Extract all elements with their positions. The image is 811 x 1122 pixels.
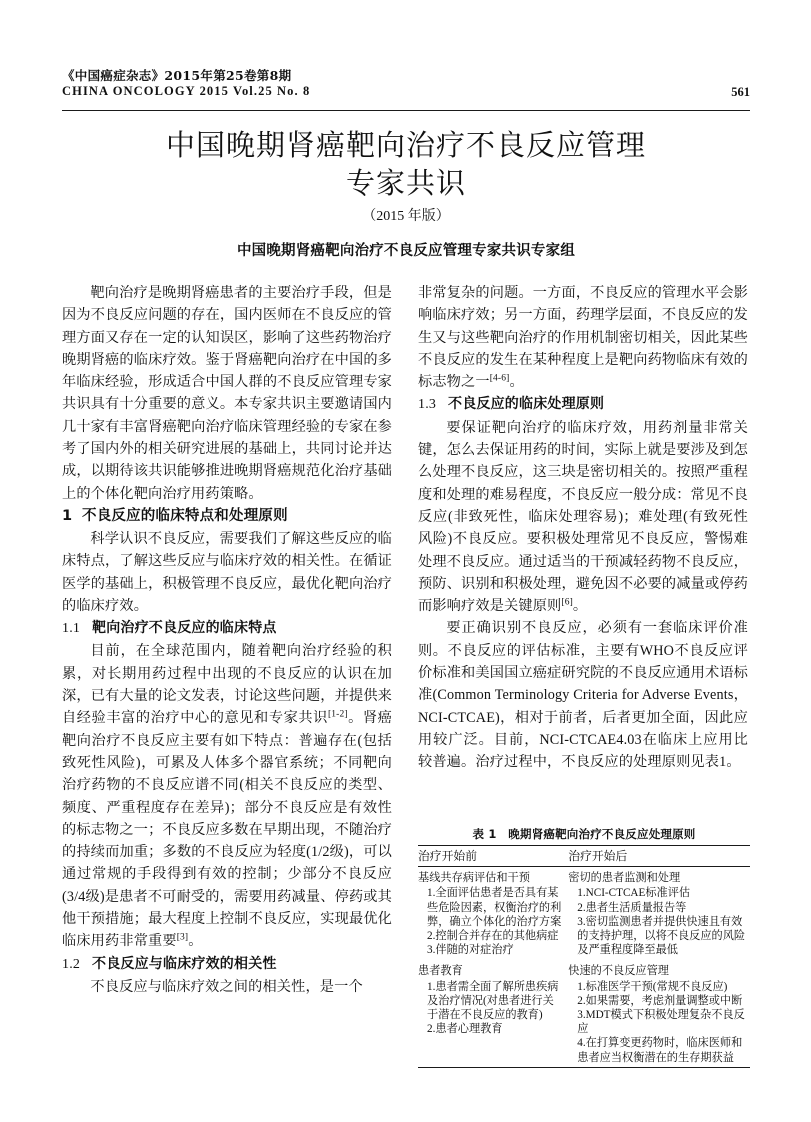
list-item: 1.标准医学干预(常规不良反应) <box>577 980 728 993</box>
list-item: 1.患者需全面了解所患疾病及治疗情况(对患者进行关于潜在不良反应的教育) <box>427 980 559 1022</box>
section-heading-1-2 <box>62 953 392 976</box>
section-1-1-text-b: 。肾癌靶向治疗不良反应主要有如下特点：普遍存在(包括致死性风险)，可累及人体多个器官系统；不同靶向治疗药物的不良反应谱不同(相关不良反应的类型、频度、严重程度存在差异)；部分不良反应是有效性的标志物之一；不良反应多数在早期出现，不随治疗的持续而加重；多数的不良反应为轻度(1/2级)，可以通过常规的手段得到有效的控制；少部分不良反应(3/4级)是患者不可耐受的，需要用药减量、停药或其他干预措施；最大程度上控制不良反应，实现最优化临床用药非常重要 <box>62 710 393 950</box>
section-1-2-paragraph: 不良反应与临床疗效之间的相关性，是一个 <box>90 978 363 995</box>
section-title-1-3: 不良反应的临床处理原则 <box>448 396 605 413</box>
table-header-col1: 治疗开始前 <box>418 846 568 867</box>
section-1-3-paragraph-a <box>418 417 748 618</box>
list-item: 2.控制合并存在的其他病症 <box>427 930 559 943</box>
journal-name-cn: 《中国癌症杂志》2015年第25卷第8期 <box>62 68 292 83</box>
table-header-col2: 治疗开始后 <box>568 846 750 867</box>
list-item: 4.在打算变更药物时，临床医师和患者应当权衡潜在的生存期获益 <box>577 1037 743 1064</box>
section-title-1-2: 不良反应与临床疗效的相关性 <box>92 955 277 972</box>
citation-ref-6: [6] <box>561 597 573 608</box>
table-cell-before-treatment <box>418 867 568 1067</box>
list-item: 2.患者生活质量报告等 <box>577 901 687 914</box>
page-number: 561 <box>731 85 750 99</box>
list-item: 1.全面评估患者是否具有某些危险因素，权衡治疗的利弊，确立个体化的治疗方案 <box>427 887 562 928</box>
section-heading-1 <box>62 505 392 528</box>
continued-text-a: 非常复杂的问题。一方面，不良反应的管理水平会影响临床疗效；另一方面，药理学层面，不良反应的发生又与这些靶向治疗的作用机制密切相关，因此某些不良反应的发生在某种程度上是靶向药物临床有效的标志物之一 <box>418 285 748 391</box>
journal-name-en: CHINA ONCOLOGY 2015 Vol.25 No. 8 <box>62 84 311 98</box>
col2-subhead-2: 快速的不良反应管理 <box>568 965 669 978</box>
section-number-1-1: 1.1 <box>62 621 81 637</box>
table-1-wrapper <box>418 826 750 1068</box>
section-1-1-paragraph <box>62 640 392 952</box>
page-title-line2: 专家共识 <box>345 166 466 200</box>
running-head <box>62 68 750 110</box>
table-header <box>418 846 750 867</box>
col2-subhead-1: 密切的患者监测和处理 <box>568 872 681 885</box>
table-caption: 表 1 晚期肾癌靶向治疗不良反应处理原则 <box>472 827 696 841</box>
col1-list-1 <box>418 886 564 957</box>
list-item: 1.NCI-CTCAE标准评估 <box>577 887 691 900</box>
col2-list-2 <box>568 980 746 1065</box>
list-item: 2.如果需要，考虑剂量调整或中断 <box>577 994 743 1007</box>
edition-label: （2015 年版） <box>362 209 450 224</box>
col2-list-1 <box>568 886 746 957</box>
title-block <box>62 126 750 262</box>
section-title-1: 不良反应的临床特点和处理原则 <box>82 507 288 524</box>
section-number-1: 1 <box>62 507 73 524</box>
intro-paragraph: 靶向治疗是晚期肾癌患者的主要治疗手段，但是因为不良反应问题的存在，国内医师在不良反应的管理方面又存在一定的认知误区，影响了这些药物治疗晚期肾癌的临床疗效。鉴于肾癌靶向治疗在中国的多年临床经验，形成适合中国人群的不良反应管理专家共识具有十分重要的意义。本专家共识主要邀请国内几十家有丰富肾癌靶向治疗临床管理经验的专家在参考了国内外的相关研究进展的基础上，共同讨论并达成，以期待该共识能够推进晚期肾癌规范化治疗基础上的个体化靶向治疗用药策略。 <box>62 285 392 502</box>
section-heading-1-3 <box>418 393 748 416</box>
body-column-right <box>418 282 748 774</box>
col1-subhead-2: 患者教育 <box>418 965 463 978</box>
section-1-3-text-a: 要保证靶向治疗的临床疗效，用药剂量非常关键，怎么去保证用药的时间，实际上就是要涉及到怎么处理不良反应，这三块是密切相关的。按照严重程度和处理的难易程度，不良反应一般分成：常见不良反应(非致死性，临床处理容易)；难处理(有致死性风险)不良反应。要积极处理常见不良反应，警惕难处理不良反应。通过适当的干预减轻药物不良反应，预防、识别和积极处理，避免因不必要的减量或停药而影响疗效是关键原则 <box>418 419 748 615</box>
table-bottom-divider <box>418 1067 750 1068</box>
list-item: 2.患者心理教育 <box>427 1023 503 1036</box>
continued-paragraph <box>418 282 748 393</box>
continued-text-b: 。 <box>509 374 524 391</box>
section-1-1-text-c: 。 <box>188 933 203 950</box>
section-1-3-text-b: 。 <box>572 598 588 615</box>
table-1 <box>418 845 750 1067</box>
col1-list-2 <box>418 980 564 1037</box>
section-number-1-2: 1.2 <box>62 956 81 972</box>
page-title-line1: 中国晚期肾癌靶向治疗不良反应管理 <box>165 128 646 162</box>
table-row <box>418 867 750 1067</box>
col1-subhead-1: 基线共存病评估和干预 <box>418 872 530 885</box>
list-item: 3.密切监测患者并提供快速且有效的支持护理，以将不良反应的风险及严重程度降至最低 <box>577 915 746 957</box>
table-header-row <box>418 846 750 867</box>
section-1-3-paragraph-b: 要正确识别不良反应，必须有一套临床评价准则。不良反应的评估标准，主要有WHO不良反应评价标准和美国国立癌症研究院的不良反应通用术语标准(Common Terminology Criteria for Adverse Events，NCI-CTCAE)，相对于前者，后者更加全面，因此应用较广泛。目前，NCI-CTCAE4.03在临床上应用比较普遍。治疗过程中，不良反应的处理原则见表1。 <box>418 620 748 771</box>
section-number-1-3: 1.3 <box>418 397 437 413</box>
section-1-paragraph: 科学认识不良反应，需要我们了解这些反应的临床特点，了解这些反应与临床疗效的相关性。在循证医学的基础上，积极管理不良反应，最优化靶向治疗的临床疗效。 <box>62 530 392 614</box>
citation-ref-4-6: [4-6] <box>489 373 510 384</box>
list-item: 3.MDT模式下积极处理复杂不良反应 <box>577 1009 745 1036</box>
citation-ref-1-2: [1-2] <box>327 709 348 720</box>
section-heading-1-1 <box>62 617 392 640</box>
body-column-left <box>62 282 392 998</box>
section-1-1-text-a: 目前，在全球范围内，随着靶向治疗经验的积累，对长期用药过程中出现的不良反应的认识在加深，已有大量的论文发表，讨论这些问题，并提供来自经验丰富的治疗中心的意见和专家共识 <box>62 643 392 727</box>
table-cell-after-treatment <box>568 867 750 1067</box>
table-body <box>418 867 750 1067</box>
section-title-1-1: 靶向治疗不良反应的临床特点 <box>92 620 277 637</box>
list-item: 3.伴随的对症治疗 <box>427 944 514 957</box>
header-divider <box>62 110 750 111</box>
author-group: 中国晚期肾癌靶向治疗不良反应管理专家共识专家组 <box>236 243 576 259</box>
citation-ref-3: [3] <box>176 932 189 943</box>
